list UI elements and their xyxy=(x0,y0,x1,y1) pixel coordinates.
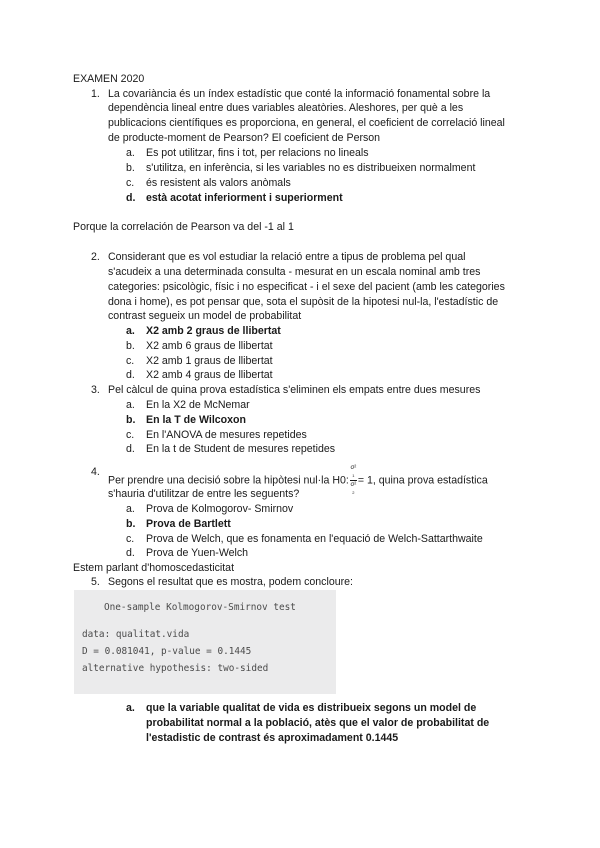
fraction-denominator: σ² $_2$ xyxy=(350,482,357,496)
option-letter: a. xyxy=(126,147,135,159)
option-c xyxy=(126,532,483,546)
option-d-correct xyxy=(126,191,343,205)
question-text-line: categories: psicològic, físic i no especificat - i el sexe del pacient (amb les categories xyxy=(108,281,505,293)
option-b xyxy=(126,161,475,175)
option-letter: a. xyxy=(126,399,135,411)
option-letter: d. xyxy=(126,192,136,204)
option-text: X2 amb 1 graus de llibertat xyxy=(146,355,273,367)
option-b xyxy=(126,339,273,353)
option-d xyxy=(126,442,335,456)
question-number: 1. xyxy=(91,88,100,100)
option-c xyxy=(126,354,273,368)
option-a xyxy=(126,398,250,412)
test-title: One-sample Kolmogorov-Smirnov test xyxy=(104,602,296,613)
fraction-bar xyxy=(350,480,357,481)
question-text-line: Considerant que es vol estudiar la relació entre a tipus de problema pel qual xyxy=(108,251,466,263)
option-letter: c. xyxy=(126,533,135,545)
exam-title: EXAMEN 2020 xyxy=(73,73,145,85)
question-text-line: de producte-moment de Pearson? El coeficient de Person xyxy=(108,132,381,144)
option-letter: a. xyxy=(126,503,135,515)
option-c xyxy=(126,428,307,442)
question-text-line: Segons el resultat que es mostra, podem concloure: xyxy=(108,576,353,588)
question-text-line: dona i home), es pot pensar que, sota el supòsit de la hipotesi nul-la, l'estadístic de xyxy=(108,296,499,308)
option-a xyxy=(126,146,369,160)
option-text: està acotat inferiorment i superiorment xyxy=(146,192,343,204)
option-c xyxy=(126,176,291,190)
option-text: En la X2 de McNemar xyxy=(146,399,250,411)
answer-text-line: probabilitat normal a la població, atès que el valor de probabilitat de xyxy=(146,717,490,729)
option-text: Es pot utilitzar, fins i tot, per relacions no lineals xyxy=(146,147,369,159)
hypothesis-text: Per prendre una decisió sobre la hipòtesi nul·la H0: xyxy=(108,474,349,487)
answer-note: Estem parlant d'homoscedasticitat xyxy=(73,562,235,574)
statistic-line: D = 0.081041, p-value = 0.1445 xyxy=(82,646,252,657)
option-d xyxy=(126,368,273,382)
answer-text-line: l'estadistic de contrast és aproximadament 0.1445 xyxy=(146,732,399,744)
option-text: Prova de Bartlett xyxy=(146,518,231,530)
alternative-line: alternative hypothesis: two-sided xyxy=(82,663,269,674)
option-letter: b. xyxy=(126,162,135,174)
option-b-correct xyxy=(126,517,231,531)
question-number: 5. xyxy=(91,576,100,588)
option-letter: d. xyxy=(126,443,135,455)
question-text-line: s'hauria d'utilitzar de entre les seguents? xyxy=(108,488,300,500)
question-text-line: dependència lineal entre dues variables aleatòries. Aleshores, per què a les xyxy=(108,102,464,114)
option-text: X2 amb 2 graus de llibertat xyxy=(146,325,281,337)
option-a xyxy=(126,502,293,516)
option-letter: b. xyxy=(126,414,136,426)
data-line: data: qualitat.vida xyxy=(82,629,190,640)
question-text-line: Pel càlcul de quina prova estadística s'eliminen els empats entre dues mesures xyxy=(108,384,481,396)
fraction-numerator: σ² $_1$ xyxy=(350,465,357,479)
option-text: En l'ANOVA de mesures repetides xyxy=(146,429,307,441)
option-text: Prova de Yuen-Welch xyxy=(146,547,249,559)
option-letter: b. xyxy=(126,518,136,530)
question-text-line: publicacions científiques es proporciona, en general, el coeficient de correlació lineal xyxy=(108,117,505,129)
option-text: En la t de Student de mesures repetides xyxy=(146,443,336,455)
option-text: En la T de Wilcoxon xyxy=(146,414,246,426)
r-output-screenshot xyxy=(74,590,336,694)
question-text-line: contrast segueix un model de probabilitat xyxy=(108,310,302,322)
option-text: Prova de Welch, que es fonamenta en l'equació de Welch-Sattarthwaite xyxy=(146,533,483,545)
option-text: Prova de Kolmogorov- Smirnov xyxy=(146,503,294,515)
answer-text-line: que la variable qualitat de vida es distribueix segons un model de xyxy=(146,702,477,714)
question-number: 4. xyxy=(91,466,100,478)
option-text: és resistent als valors anòmals xyxy=(146,177,291,189)
variance-ratio-fraction xyxy=(350,465,357,496)
question-number: 2. xyxy=(91,251,100,263)
option-b-correct xyxy=(126,413,246,427)
option-letter: a. xyxy=(126,702,135,714)
option-letter: d. xyxy=(126,369,135,381)
option-text: X2 amb 4 graus de llibertat xyxy=(146,369,273,381)
option-text: s'utilitza, en inferència, si les variables no es distribueixen normalment xyxy=(146,162,476,174)
option-letter: c. xyxy=(126,177,135,189)
option-letter: c. xyxy=(126,355,135,367)
option-letter: b. xyxy=(126,340,135,352)
option-letter: d. xyxy=(126,547,135,559)
option-text: X2 amb 6 graus de llibertat xyxy=(146,340,273,352)
option-letter: a. xyxy=(126,325,135,337)
question-text-line: s'acudeix a una determinada consulta - mesurat en un escala nominal amb tres xyxy=(108,266,481,278)
option-a-correct xyxy=(126,324,281,338)
option-d xyxy=(126,546,248,560)
option-letter: c. xyxy=(126,429,135,441)
hypothesis-text-end: = 1, quina prova estadística xyxy=(357,474,488,487)
question-number: 3. xyxy=(91,384,100,396)
question-text-line: La covariància és un índex estadístic que conté la informació fonamental sobre la xyxy=(108,88,491,100)
answer-note: Porque la correlación de Pearson va del -1 al 1 xyxy=(73,221,294,233)
